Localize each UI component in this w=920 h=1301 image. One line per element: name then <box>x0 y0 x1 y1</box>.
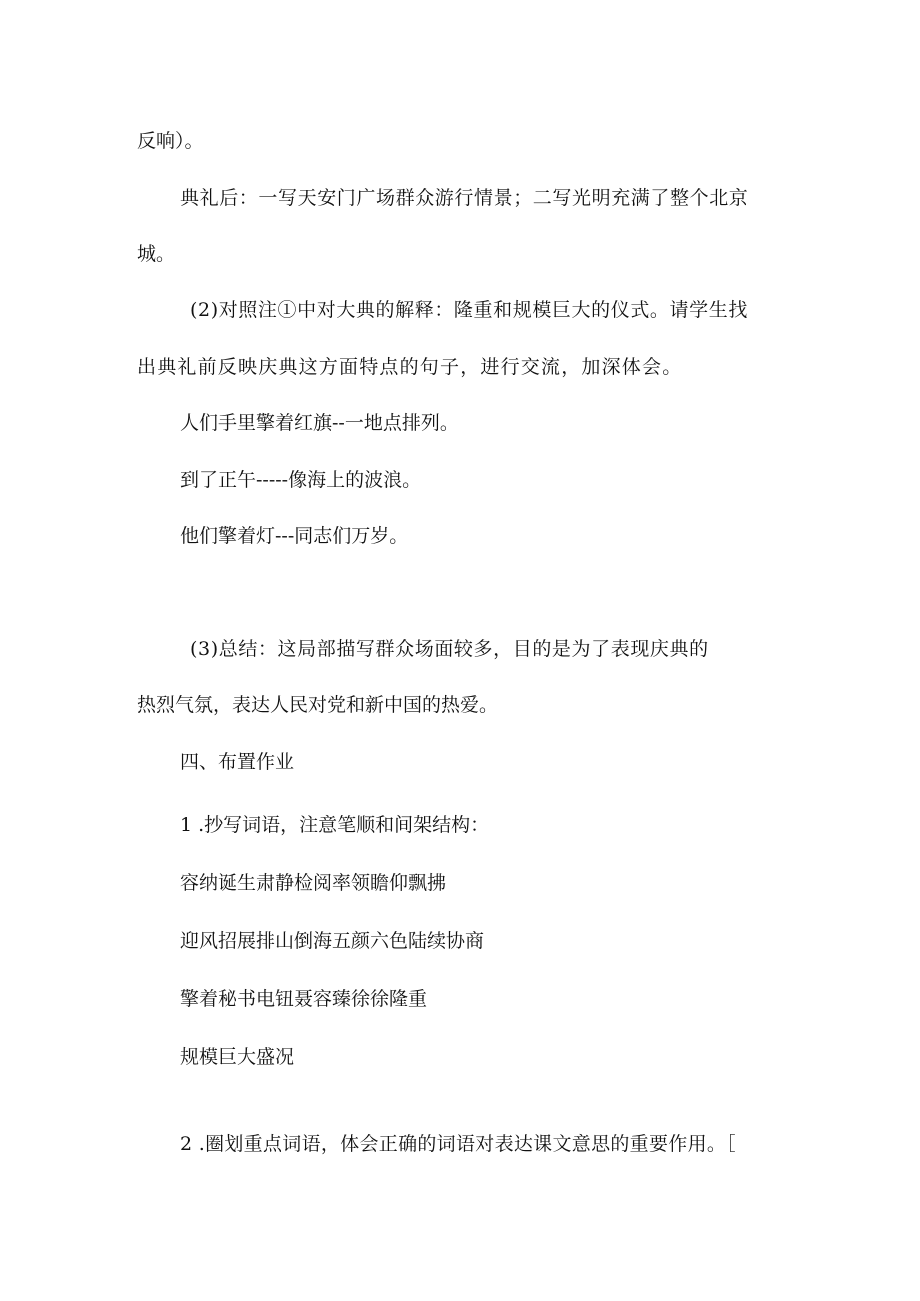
quote-line: 他们擎着灯---同志们万岁。 <box>180 525 409 547</box>
vocabulary-line: 迎风招展排山倒海五颜六色陆续协商 <box>180 930 485 952</box>
paragraph-line: 热烈气氛，表达人民对党和新中国的热爱。 <box>137 694 499 716</box>
paragraph-line: 出典礼前反映庆典这方面特点的句子，进行交流，加深体会。 <box>137 356 683 378</box>
list-item: 2 .圈划重点词语，体会正确的词语对表达课文意思的重要作用。［ <box>180 1133 736 1155</box>
vocabulary-line: 规模巨大盛况 <box>180 1046 295 1068</box>
list-item: 1 .抄写词语，注意笔顺和间架结构： <box>180 814 490 836</box>
paragraph-line: 城。 <box>137 243 176 265</box>
paragraph-line: 反响）。 <box>137 130 204 152</box>
vocabulary-line: 容纳诞生肃静检阅率领瞻仰飘拂 <box>180 872 447 894</box>
quote-line: 人们手里擎着红旗--一地点排列。 <box>180 412 459 434</box>
paragraph-line: 典礼后：一写天安门广场群众游行情景；二写光明充满了整个北京 <box>180 187 749 209</box>
vocabulary-line: 擎着秘书电钮聂容臻徐徐隆重 <box>180 988 428 1010</box>
paragraph-line: (3)总结：这局部描写群众场面较多，目的是为了表现庆典的 <box>190 638 709 660</box>
quote-line: 到了正午-----像海上的波浪。 <box>180 469 422 491</box>
section-heading: 四、布置作业 <box>180 751 295 773</box>
paragraph-line: (2)对照注①中对大典的解释：隆重和规模巨大的仪式。请学生找 <box>190 299 748 321</box>
